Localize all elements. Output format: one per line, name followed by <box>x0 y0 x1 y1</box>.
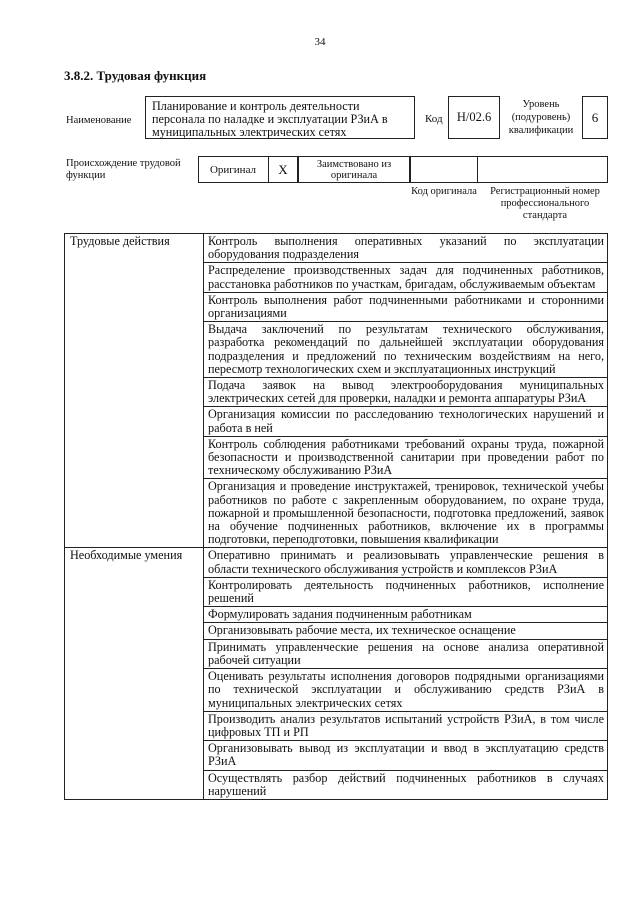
item-cell: Организовывать рабочие места, их техническое оснащение <box>204 623 608 639</box>
item-cell: Контроль соблюдения работниками требований охраны труда, пожарной безопасности и производственной санитарии при проведении работ по техническому обслуживанию РЗиА <box>204 436 608 479</box>
item-cell: Распределение производственных задач для подчиненных работников, расстановка работников по участкам, бригадам, обслуживаемым объектам <box>204 263 608 292</box>
code-value: Н/02.6 <box>448 96 500 139</box>
code-label: Код <box>425 113 443 125</box>
category-cell: Необходимые умения <box>65 548 204 799</box>
item-cell: Контроль выполнения оперативных указаний по эксплуатации оборудования подразделения <box>204 234 608 263</box>
name-box <box>145 96 415 139</box>
reg-number-label: Регистрационный номер профессионального стандарта <box>490 186 600 221</box>
item-cell: Производить анализ результатов испытаний устройств РЗиА, в том числе цифровых ТП и РП <box>204 711 608 740</box>
item-cell: Контролировать деятельность подчиненных работников, исполнение решений <box>204 577 608 606</box>
original-label: Оригинал <box>209 163 257 176</box>
table-row <box>65 234 608 263</box>
section-title: 3.8.2. Трудовая функция <box>64 68 207 83</box>
table-row <box>65 548 608 577</box>
original-mark: Х <box>268 156 298 183</box>
name-value: Планирование и контроль деятельности персонала по наладке и эксплуатации РЗиА в муниципальных электрических сетях <box>152 99 388 139</box>
category-cell: Трудовые действия <box>65 234 204 548</box>
item-cell: Организация комиссии по расследованию технологических нарушений и работа в ней <box>204 407 608 436</box>
item-cell: Организация и проведение инструктажей, тренировок, технической учебы работников по работе с закрепленным оборудованием, по охране труда, пожарной и промышленной безопасности, подготовка предложений, заявок на обучение подчиненных работников, включение их в программы подготовки, переподготовки, повышения квалификации <box>204 479 608 548</box>
item-cell: Контроль выполнения работ подчиненными работниками и сторонними организациями <box>204 292 608 321</box>
item-cell: Подача заявок на вывод электрооборудования муниципальных электрических сетей для проверки, наладки и ремонта аппаратуры РЗиА <box>204 378 608 407</box>
item-cell: Принимать управленческие решения на основе анализа оперативной рабочей ситуации <box>204 639 608 668</box>
level-label: Уровень (подуровень) квалификации <box>508 99 574 136</box>
item-cell: Формулировать задания подчиненным работникам <box>204 607 608 623</box>
item-cell: Выдача заключений по результатам технического обслуживания, разработка рекомендаций по дальнейшей эксплуатации оборудования подразделения и предложений по техническим воздействиям на него, пересмотр технологических схем и эксплуатационных инструкций <box>204 322 608 378</box>
item-cell: Оперативно принимать и реализовывать управленческие решения в области технического обслуживания устройств и комплексов РЗиА <box>204 548 608 577</box>
item-cell: Осуществлять разбор действий подчиненных работников в случаях нарушений <box>204 770 608 799</box>
name-label: Наименование <box>66 115 132 126</box>
item-cell: Организовывать вывод из эксплуатации и ввод в эксплуатацию средств РЗиА <box>204 741 608 770</box>
page-number: 34 <box>314 36 326 48</box>
borrowed-label: Заимствовано из оригинала <box>298 156 410 183</box>
code-original-label: Код оригинала <box>411 186 477 197</box>
labor-function-table <box>64 233 608 800</box>
code-original-box <box>410 156 478 183</box>
level-value: 6 <box>582 96 608 139</box>
origin-label: Происхождение трудовой функции <box>66 158 181 181</box>
item-cell: Оценивать результаты исполнения договоров подрядными организациями по технической эксплуатации и обслуживанию средств РЗиА в муниципальных электрических сетях <box>204 669 608 712</box>
